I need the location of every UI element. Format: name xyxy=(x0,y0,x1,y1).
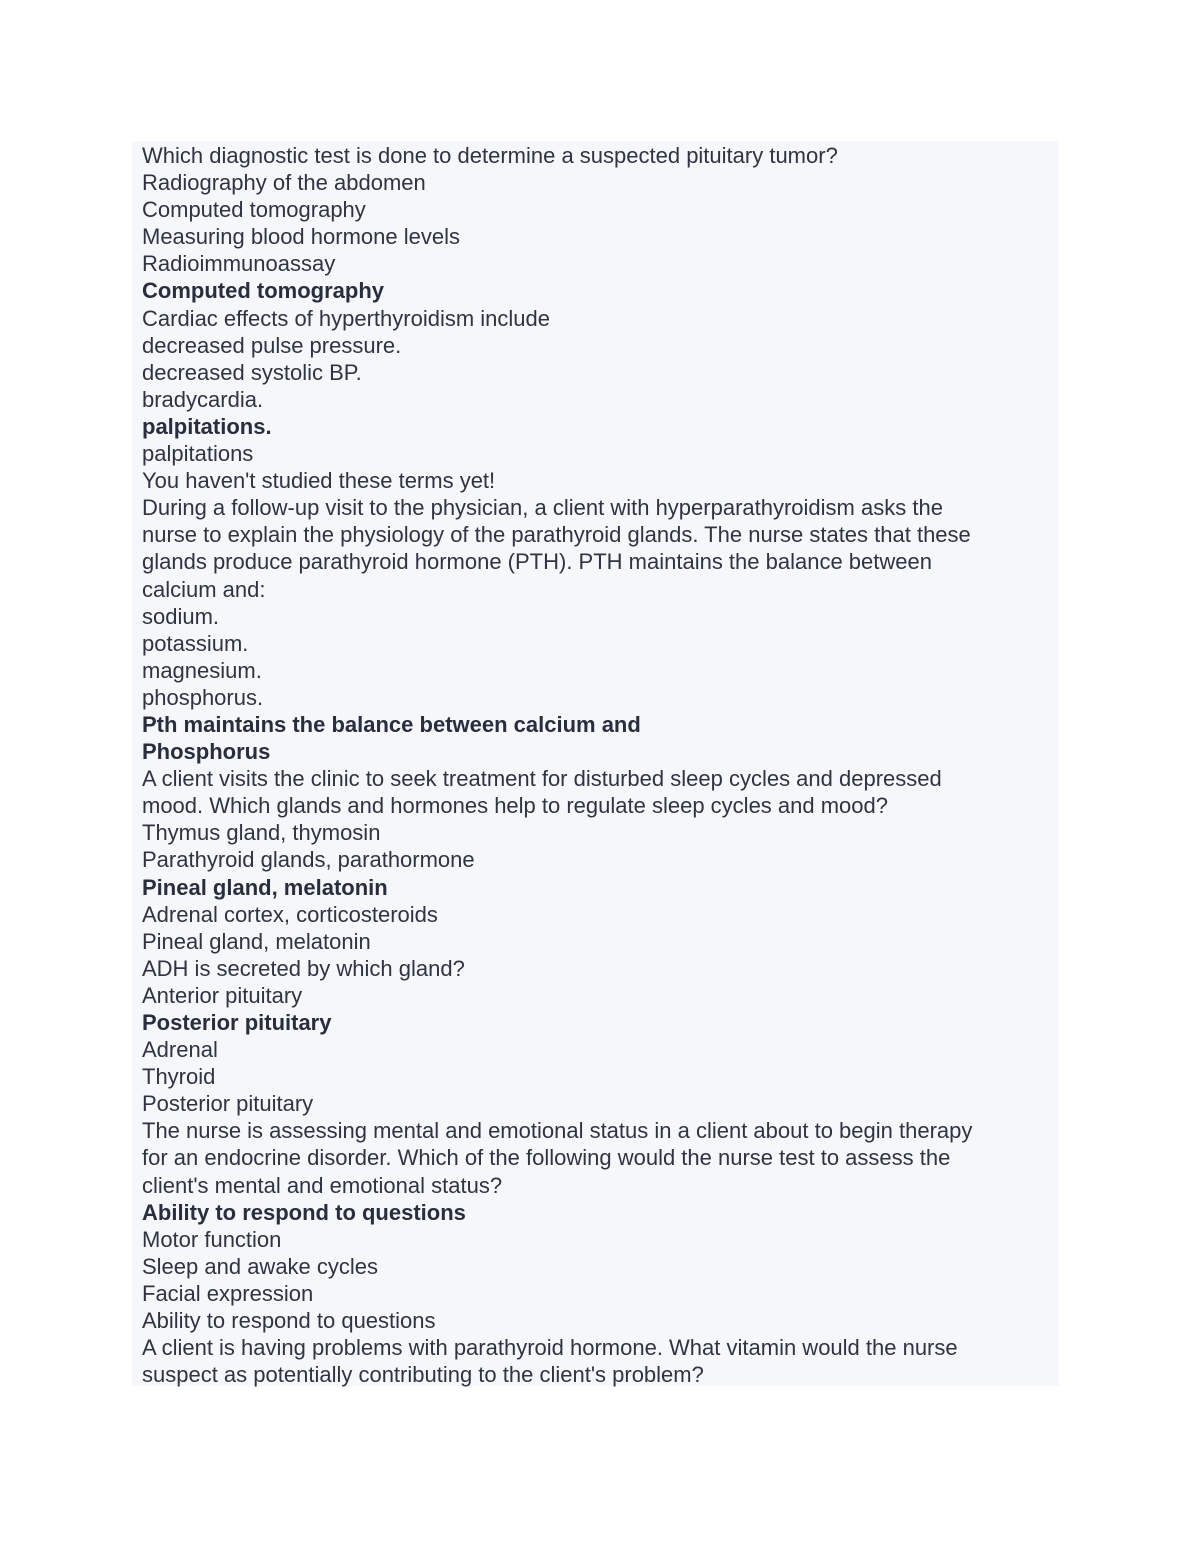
text-line: Posterior pituitary xyxy=(142,1091,314,1117)
text-line: decreased systolic BP. xyxy=(142,359,362,385)
text-line: bradycardia. xyxy=(142,386,264,412)
text-line: nurse to explain the physiology of the parathyroid glands. The nurse states that these xyxy=(142,522,971,548)
answer-line: Ability to respond to questions xyxy=(142,1199,466,1225)
text-content-block xyxy=(132,141,1059,1386)
text-line: palpitations xyxy=(142,441,254,467)
text-lines xyxy=(142,142,1047,1388)
text-line: phosphorus. xyxy=(142,684,264,710)
text-line: decreased pulse pressure. xyxy=(142,332,402,358)
text-line: A client visits the clinic to seek treatment for disturbed sleep cycles and depressed xyxy=(142,766,942,792)
text-line: Adrenal xyxy=(142,1037,218,1063)
text-line: Radioimmunoassay xyxy=(142,251,336,277)
text-line: Sleep and awake cycles xyxy=(142,1253,379,1279)
text-line: Motor function xyxy=(142,1226,282,1252)
answer-line: Posterior pituitary xyxy=(142,1010,332,1035)
text-line: glands produce parathyroid hormone (PTH). PTH maintains the balance between xyxy=(142,549,932,575)
text-line: A client is having problems with parathyroid hormone. What vitamin would the nurse xyxy=(142,1335,958,1361)
text-line: Computed tomography xyxy=(142,197,366,223)
text-line: magnesium. xyxy=(142,657,262,683)
answer-line: Computed tomography xyxy=(142,278,384,304)
answer-line: Phosphorus xyxy=(142,739,271,765)
text-line: Parathyroid glands, parathormone xyxy=(142,847,475,873)
answer-line: Pineal gland, melatonin xyxy=(142,874,388,900)
text-line: ADH is secreted by which gland? xyxy=(142,955,465,981)
text-line: During a follow-up visit to the physician, a client with hyperparathyroidism asks the xyxy=(142,495,943,521)
answer-line: palpitations. xyxy=(142,413,272,439)
text-line: for an endocrine disorder. Which of the following would the nurse test to assess the xyxy=(142,1145,951,1171)
text-line: Ability to respond to questions xyxy=(142,1308,436,1334)
text-line: Facial expression xyxy=(142,1280,314,1306)
text-line: sodium. xyxy=(142,603,220,629)
text-line: Which diagnostic test is done to determine a suspected pituitary tumor? xyxy=(142,143,838,168)
text-line: client's mental and emotional status? xyxy=(142,1172,503,1198)
text-line: calcium and: xyxy=(142,576,266,602)
text-line: potassium. xyxy=(142,630,249,656)
text-line: Anterior pituitary xyxy=(142,982,303,1008)
answer-line: Pth maintains the balance between calcium and xyxy=(142,711,641,737)
text-line: The nurse is assessing mental and emotional status in a client about to begin therapy xyxy=(142,1118,973,1144)
text-line: You haven't studied these terms yet! xyxy=(142,468,496,494)
text-line: Pineal gland, melatonin xyxy=(142,928,371,954)
text-line: Adrenal cortex, corticosteroids xyxy=(142,901,438,927)
text-line: Thyroid xyxy=(142,1064,216,1090)
text-line: Thymus gland, thymosin xyxy=(142,820,381,846)
text-line: Cardiac effects of hyperthyroidism include xyxy=(142,305,551,331)
text-line: mood. Which glands and hormones help to regulate sleep cycles and mood? xyxy=(142,793,889,819)
text-line: Radiography of the abdomen xyxy=(142,170,426,196)
text-line: Measuring blood hormone levels xyxy=(142,224,460,250)
text-line: suspect as potentially contributing to the client's problem? xyxy=(142,1362,704,1388)
